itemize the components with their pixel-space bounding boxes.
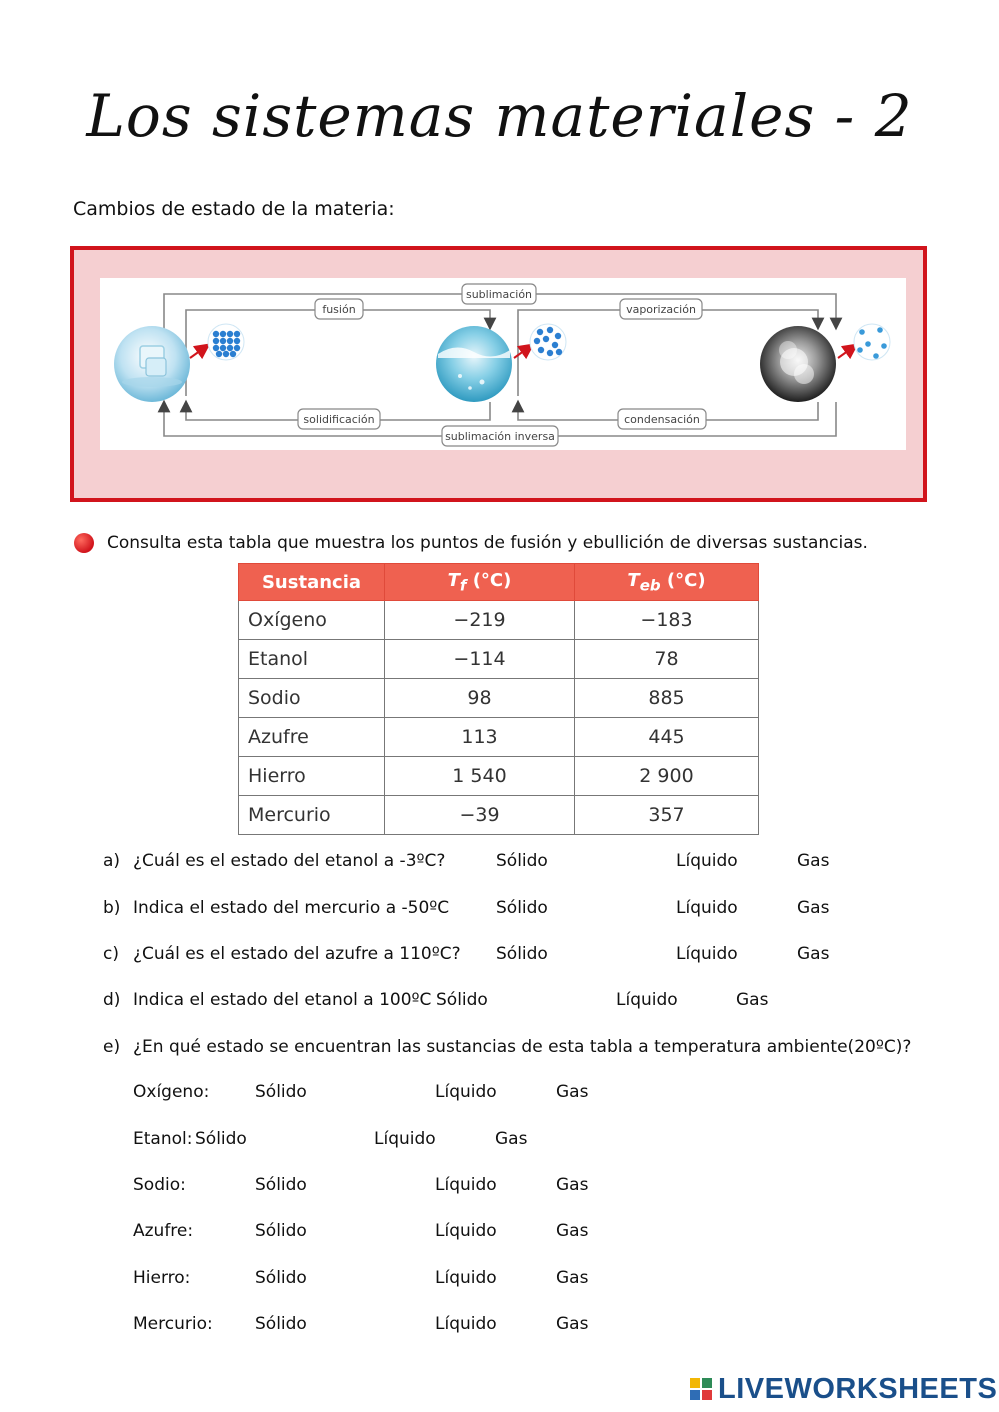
cell-melting-point: 113: [385, 718, 575, 757]
header-teb-unit: (°C): [660, 569, 706, 591]
cell-boiling-point: 2 900: [575, 757, 759, 796]
question-a-text: ¿Cuál es el estado del etanol a -3ºC?: [133, 851, 446, 871]
logo-square: [690, 1390, 700, 1400]
substance-label-etanol: Etanol:: [133, 1129, 193, 1149]
question-d-option-gas[interactable]: Gas: [736, 990, 769, 1010]
cell-substance: Sodio: [239, 679, 385, 718]
section-subtitle: Cambios de estado de la materia:: [73, 198, 395, 220]
question-c-letter: c): [103, 944, 119, 964]
state-change-diagram-svg: [100, 278, 906, 450]
sodio-option-solido[interactable]: Sólido: [255, 1175, 307, 1195]
question-d-option-liquido[interactable]: Líquido: [616, 990, 678, 1010]
cell-substance: Hierro: [239, 757, 385, 796]
mercurio-option-liquido[interactable]: Líquido: [435, 1314, 497, 1334]
label-vaporizacion: [620, 299, 702, 319]
logo-square: [702, 1390, 712, 1400]
table-row: [239, 796, 759, 835]
state-change-diagram: [100, 278, 906, 450]
hierro-option-solido[interactable]: Sólido: [255, 1268, 307, 1288]
mercurio-option-gas[interactable]: Gas: [556, 1314, 589, 1334]
liveworksheets-logo-text: LIVEWORKSHEETS: [718, 1372, 998, 1405]
label-sublimacion: [462, 284, 536, 304]
gas-particles-icon: [854, 324, 890, 360]
cell-melting-point: −114: [385, 640, 575, 679]
label-sublimacion-text: sublimación: [465, 288, 533, 301]
hierro-option-liquido[interactable]: Líquido: [435, 1268, 497, 1288]
hierro-option-gas[interactable]: Gas: [556, 1268, 589, 1288]
cell-boiling-point: −183: [575, 601, 759, 640]
liveworksheets-logo[interactable]: [690, 1374, 997, 1404]
logo-square: [702, 1378, 712, 1388]
header-tf-symbol: T: [447, 569, 460, 591]
liquid-particles-icon: [530, 324, 566, 360]
question-a-letter: a): [103, 851, 121, 871]
question-d-option-solido[interactable]: Sólido: [436, 990, 488, 1010]
logo-square: [690, 1378, 700, 1388]
label-solidificacion: [298, 409, 380, 429]
state-change-diagram-frame: [70, 246, 927, 502]
sodio-option-liquido[interactable]: Líquido: [435, 1175, 497, 1195]
table-intro: Consulta esta tabla que muestra los puntos de fusión y ebullición de diversas sustancias.: [107, 533, 868, 553]
page-title: Los sistemas materiales - 2: [86, 82, 913, 150]
label-fusion: [315, 299, 363, 319]
azufre-option-solido[interactable]: Sólido: [255, 1221, 307, 1241]
table-row: [239, 757, 759, 796]
azufre-option-liquido[interactable]: Líquido: [435, 1221, 497, 1241]
cell-substance: Azufre: [239, 718, 385, 757]
liveworksheets-logo-icon: [690, 1378, 712, 1400]
question-b-letter: b): [103, 898, 121, 918]
substance-label-hierro: Hierro:: [133, 1268, 191, 1288]
cell-boiling-point: 357: [575, 796, 759, 835]
substance-label-sodio: Sodio:: [133, 1175, 186, 1195]
cell-melting-point: 98: [385, 679, 575, 718]
header-tf: [385, 564, 575, 601]
label-condensacion-text: condensación: [624, 413, 700, 426]
cell-boiling-point: 445: [575, 718, 759, 757]
question-d-letter: d): [103, 990, 121, 1010]
melting-boiling-table: [238, 563, 759, 835]
ice-image: [114, 326, 190, 402]
solid-particles-icon: [208, 324, 244, 360]
header-teb-sub: eb: [639, 576, 661, 595]
header-tf-unit: (°C): [466, 569, 512, 591]
table-row: [239, 718, 759, 757]
ice-zoom-arrow: [190, 348, 204, 358]
cell-substance: Oxígeno: [239, 601, 385, 640]
label-solidificacion-text: solidificación: [303, 413, 375, 426]
steam-zoom-arrow: [838, 348, 852, 358]
cell-boiling-point: 885: [575, 679, 759, 718]
header-teb-symbol: T: [627, 569, 640, 591]
cell-substance: Etanol: [239, 640, 385, 679]
question-e-text: ¿En qué estado se encuentran las sustancias de esta tabla a temperatura ambiente(20ºC)?: [133, 1037, 912, 1057]
question-e-letter: e): [103, 1037, 121, 1057]
steam-image: [760, 326, 836, 402]
question-b-option-solido[interactable]: Sólido: [496, 898, 548, 918]
cell-boiling-point: 78: [575, 640, 759, 679]
question-b-text: Indica el estado del mercurio a -50ºC: [133, 898, 450, 918]
azufre-option-gas[interactable]: Gas: [556, 1221, 589, 1241]
water-zoom-arrow: [514, 348, 528, 358]
substance-label-mercurio: Mercurio:: [133, 1314, 213, 1334]
water-image: [436, 326, 512, 402]
question-c-text: ¿Cuál es el estado del azufre a 110ºC?: [133, 944, 461, 964]
table-row: [239, 601, 759, 640]
etanol-option-liquido[interactable]: Líquido: [374, 1129, 436, 1149]
label-sublimacion-inversa: [442, 426, 558, 446]
oxigeno-option-liquido[interactable]: Líquido: [435, 1082, 497, 1102]
question-c-option-gas[interactable]: Gas: [797, 944, 830, 964]
table-row: [239, 679, 759, 718]
table-header-row: [239, 564, 759, 601]
question-a-option-gas[interactable]: Gas: [797, 851, 830, 871]
bullet-icon: [74, 533, 94, 553]
etanol-option-gas[interactable]: Gas: [495, 1129, 528, 1149]
question-d-text: Indica el estado del etanol a 100ºC: [133, 990, 432, 1010]
cell-melting-point: −39: [385, 796, 575, 835]
label-sublimacion-inversa-text: sublimación inversa: [445, 430, 555, 443]
header-tf-sub: f: [459, 576, 467, 595]
cell-substance: Mercurio: [239, 796, 385, 835]
label-vaporizacion-text: vaporización: [626, 303, 696, 316]
header-teb: [575, 564, 759, 601]
substance-label-oxigeno: Oxígeno:: [133, 1082, 210, 1102]
sodio-option-gas[interactable]: Gas: [556, 1175, 589, 1195]
question-a-option-solido[interactable]: Sólido: [496, 851, 548, 871]
question-c-option-liquido[interactable]: Líquido: [676, 944, 738, 964]
oxigeno-option-solido[interactable]: Sólido: [255, 1082, 307, 1102]
cell-melting-point: −219: [385, 601, 575, 640]
question-c-option-solido[interactable]: Sólido: [496, 944, 548, 964]
etanol-option-solido[interactable]: Sólido: [195, 1129, 247, 1149]
oxigeno-option-gas[interactable]: Gas: [556, 1082, 589, 1102]
substance-label-azufre: Azufre:: [133, 1221, 194, 1241]
cell-melting-point: 1 540: [385, 757, 575, 796]
question-b-option-liquido[interactable]: Líquido: [676, 898, 738, 918]
question-a-option-liquido[interactable]: Líquido: [676, 851, 738, 871]
label-condensacion: [618, 409, 706, 429]
label-fusion-text: fusión: [322, 303, 356, 316]
mercurio-option-solido[interactable]: Sólido: [255, 1314, 307, 1334]
table-row: [239, 640, 759, 679]
question-b-option-gas[interactable]: Gas: [797, 898, 830, 918]
header-sustancia: Sustancia: [239, 564, 385, 601]
